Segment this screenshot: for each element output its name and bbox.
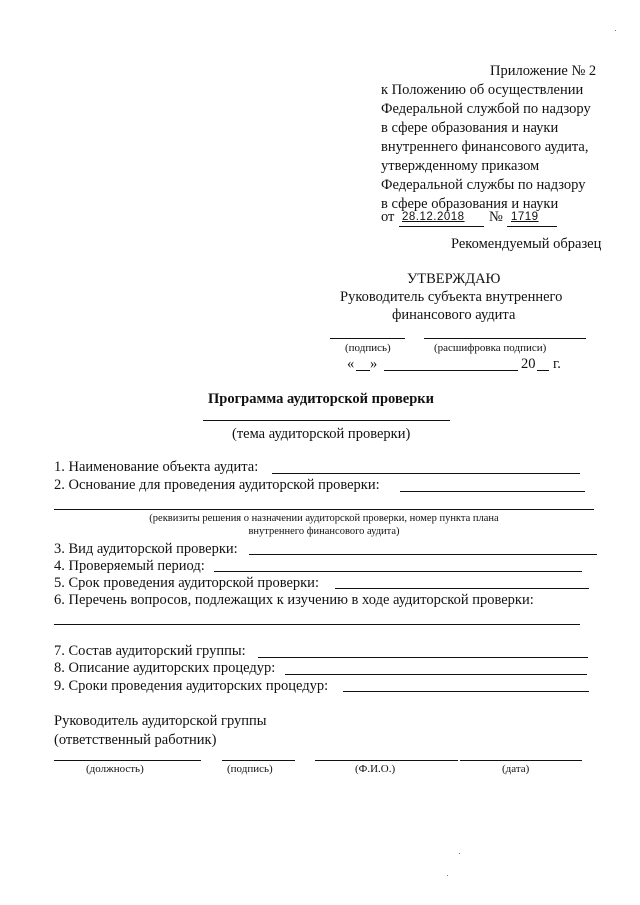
- signature-line: [222, 760, 295, 761]
- appendix-line: в сфере образования и науки: [381, 120, 559, 136]
- day-line: [356, 370, 370, 371]
- item-4: 4. Проверяемый период:: [54, 558, 205, 574]
- month-line: [384, 370, 518, 371]
- scan-speck: [447, 875, 448, 876]
- approval-line: Руководитель субъекта внутреннего: [340, 289, 563, 305]
- appendix-title: Приложение № 2: [490, 63, 597, 79]
- name-caption: (Ф.И.О.): [355, 763, 396, 775]
- date-line: [460, 760, 582, 761]
- item-5: 5. Срок проведения аудиторской проверки:: [54, 575, 319, 591]
- signoff-line: Руководитель аудиторской группы: [54, 713, 267, 729]
- year-line: [537, 370, 549, 371]
- appendix-line: Федеральной службой по надзору: [381, 101, 591, 117]
- appendix-line: в сфере образования и науки: [381, 196, 559, 212]
- appendix-line: к Положению об осуществлении: [381, 82, 584, 98]
- item-8-line: [285, 674, 587, 675]
- item-1-line: [272, 473, 580, 474]
- program-title: Программа аудиторской проверки: [208, 391, 434, 407]
- item-3-line: [249, 554, 597, 555]
- signoff-line: (ответственный работник): [54, 732, 217, 748]
- details-line: [54, 509, 594, 510]
- recommended-sample: Рекомендуемый образец: [451, 236, 602, 252]
- date-caption: (дата): [502, 763, 530, 775]
- topic-caption: (тема аудиторской проверки): [232, 426, 411, 442]
- item-8: 8. Описание аудиторских процедур:: [54, 660, 276, 676]
- year-suffix: г.: [553, 356, 561, 372]
- position-line: [54, 760, 201, 761]
- approval-line: финансового аудита: [392, 307, 516, 323]
- number-underline: [507, 226, 557, 227]
- appendix-line: внутреннего финансового аудита,: [381, 139, 589, 155]
- item-7-line: [258, 657, 588, 658]
- date-open-quote: «: [347, 356, 355, 372]
- signature-caption: (подпись): [345, 342, 391, 354]
- signature-line: [330, 338, 405, 339]
- date-underline: [399, 226, 484, 227]
- appendix-line: утвержденному приказом: [381, 158, 540, 174]
- order-number: 1719: [511, 211, 539, 223]
- item-6-line: [54, 624, 580, 625]
- item-4-line: [214, 571, 582, 572]
- date-close-quote: »: [370, 356, 378, 372]
- order-date-prefix: от: [381, 209, 395, 225]
- item-9-line: [343, 691, 589, 692]
- year-prefix: 20: [521, 356, 536, 372]
- scan-speck: [615, 30, 616, 31]
- topic-line: [203, 420, 450, 421]
- item-7: 7. Состав аудиторский группы:: [54, 643, 246, 659]
- scan-speck: [459, 853, 460, 854]
- approval-title: УТВЕРЖДАЮ: [407, 271, 501, 287]
- item-1: 1. Наименование объекта аудита:: [54, 459, 259, 475]
- details-caption: внутреннего финансового аудита): [248, 526, 400, 537]
- order-date: 28.12.2018: [402, 211, 465, 223]
- order-number-prefix: №: [489, 209, 503, 225]
- decoding-line: [424, 338, 586, 339]
- item-6: 6. Перечень вопросов, подлежащих к изучению в ходе аудиторской проверки:: [54, 592, 534, 608]
- item-5-line: [335, 588, 589, 589]
- item-2: 2. Основание для проведения аудиторской проверки:: [54, 477, 380, 493]
- item-2-line: [400, 491, 585, 492]
- item-3: 3. Вид аудиторской проверки:: [54, 541, 238, 557]
- name-line: [315, 760, 458, 761]
- signature-caption: (подпись): [227, 763, 273, 775]
- item-9: 9. Сроки проведения аудиторских процедур:: [54, 678, 329, 694]
- appendix-line: Федеральной службы по надзору: [381, 177, 586, 193]
- decoding-caption: (расшифровка подписи): [434, 342, 547, 354]
- details-caption: (реквизиты решения о назначении аудиторской проверки, номер пункта плана: [149, 513, 499, 524]
- position-caption: (должность): [86, 763, 144, 775]
